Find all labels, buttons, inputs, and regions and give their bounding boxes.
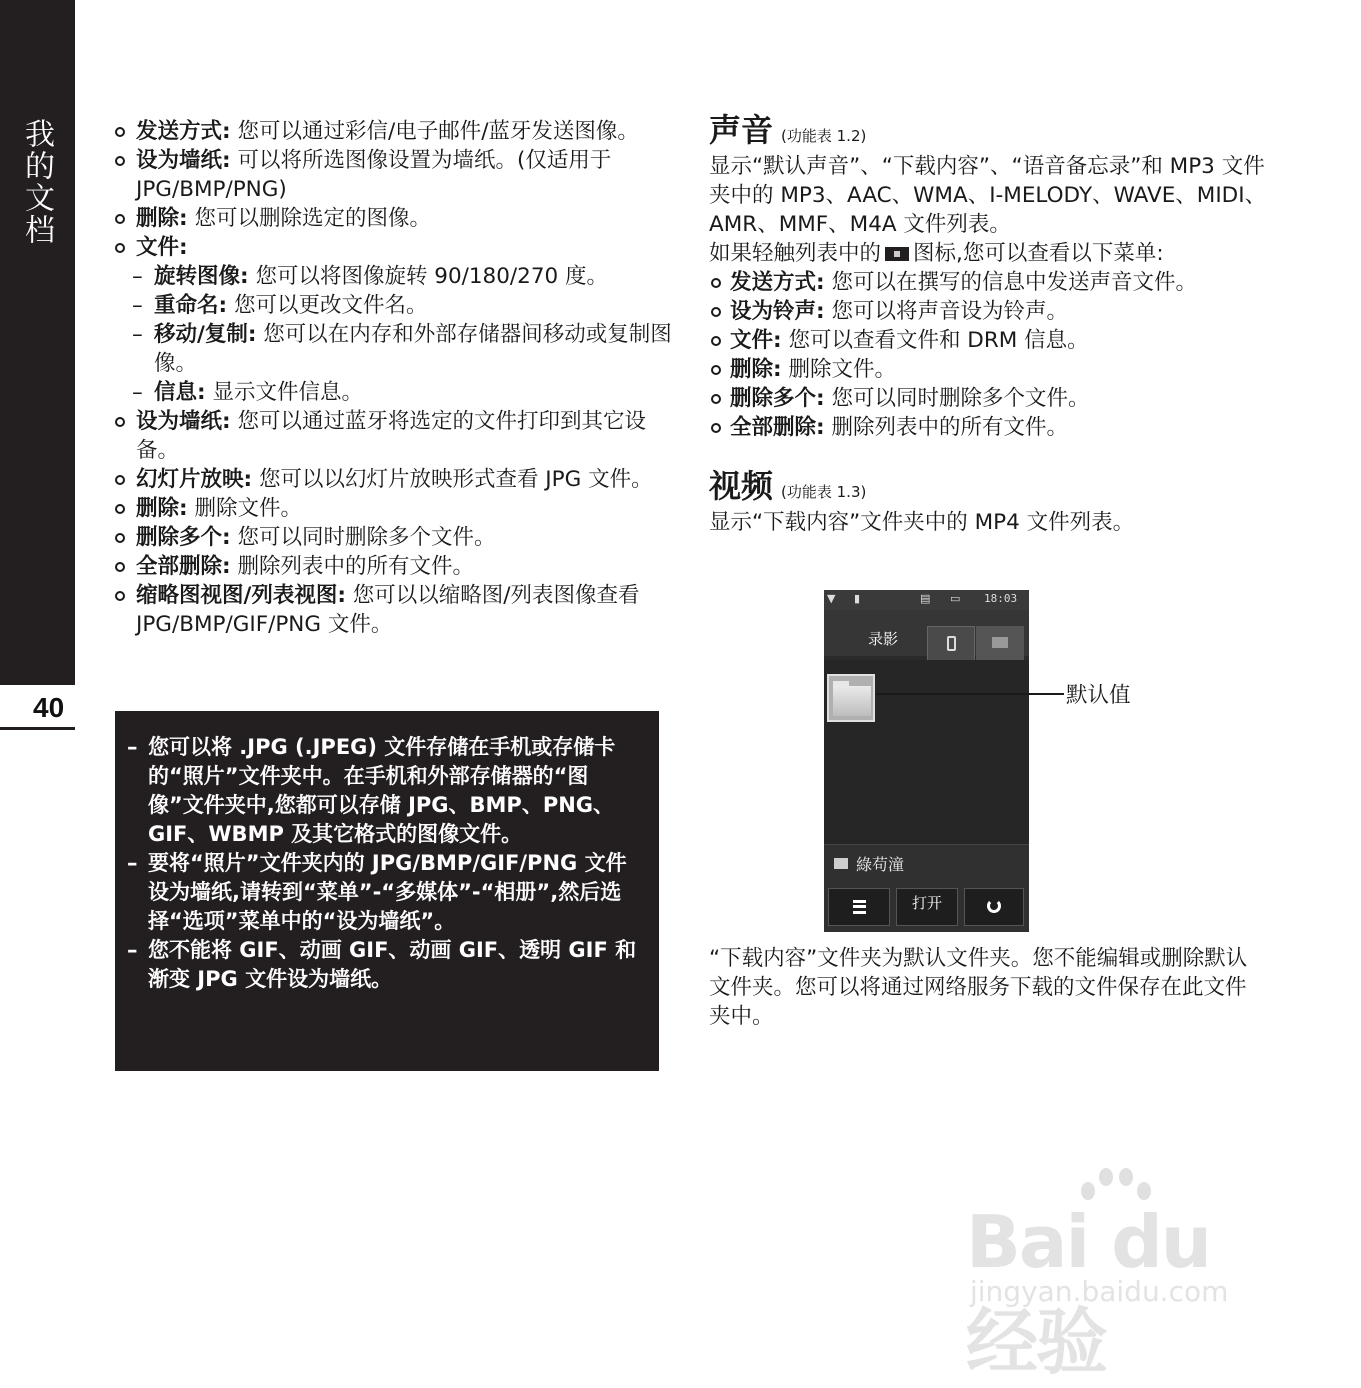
list-item: 缩略图视图/列表视图: 您可以以缩略图/列表图像查看 JPG/BMP/GIF/PNG 文件。 bbox=[112, 581, 672, 639]
back-softkey-button[interactable] bbox=[964, 888, 1024, 926]
memory-card-icon bbox=[992, 637, 1008, 648]
list-item: 设为铃声: 您可以将声音设为铃声。 bbox=[709, 297, 1269, 326]
phone-icon bbox=[947, 636, 956, 651]
list-item: 删除多个: 您可以同时删除多个文件。 bbox=[112, 523, 672, 552]
battery-icon: ▭ bbox=[950, 592, 961, 605]
list-item: 全部删除: 删除列表中的所有文件。 bbox=[112, 552, 672, 581]
tab-video-label[interactable]: 录影 bbox=[868, 630, 899, 648]
menu-icon bbox=[853, 900, 866, 914]
list-item: 发送方式: 您可以在撰写的信息中发送声音文件。 bbox=[709, 268, 1269, 297]
note-item: – 要将“照片”文件夹内的 JPG/BMP/GIF/PNG 文件设为墙纸,请转到“菜单”-“多媒体”-“相册”,然后选择“选项”菜单中的“设为墙纸”。 bbox=[127, 849, 643, 936]
phone-screenshot bbox=[824, 590, 1029, 932]
callout-line bbox=[876, 693, 1064, 695]
left-column bbox=[112, 117, 672, 639]
sound-description: 显示“默认声音”、“下载内容”、“语音备忘录”和 MP3 文件夹中的 MP3、AAC、WMA、I-MELODY、WAVE、MIDI、AMR、MMF、M4A 文件列表。 bbox=[709, 154, 1267, 237]
list-item: 删除多个: 您可以同时删除多个文件。 bbox=[709, 384, 1269, 413]
chapter-side-tab bbox=[0, 0, 75, 685]
list-item: 文件: 您可以查看文件和 DRM 信息。 bbox=[709, 326, 1269, 355]
status-bar bbox=[824, 590, 1029, 610]
list-item: 文件: bbox=[112, 233, 672, 262]
callout-default-label: 默认值 bbox=[1066, 683, 1131, 708]
sub-list-item: – 移动/复制: 您可以在内存和外部存储器间移动或复制图像。 bbox=[112, 320, 672, 378]
list-item: 删除: 删除文件。 bbox=[709, 355, 1269, 384]
sub-list-item: – 旋转图像: 您可以将图像旋转 90/180/270 度。 bbox=[112, 262, 672, 291]
baidu-watermark bbox=[966, 1160, 1286, 1384]
list-item: 幻灯片放映: 您可以以幻灯片放映形式查看 JPG 文件。 bbox=[112, 465, 672, 494]
current-folder-name: 綠苟潼 bbox=[856, 855, 905, 874]
signal-icon: ▼ bbox=[827, 592, 836, 605]
chapter-title: 我的文档 bbox=[19, 118, 54, 246]
page-number: 40 bbox=[33, 692, 65, 723]
list-item: 删除: 删除文件。 bbox=[112, 494, 672, 523]
tab-phone-memory[interactable] bbox=[927, 626, 975, 660]
note-item: – 您不能将 GIF、动画 GIF、动画 GIF、透明 GIF 和渐变 JPG 文件设为墙纸。 bbox=[127, 936, 643, 994]
back-icon bbox=[987, 899, 1001, 913]
video-description: 显示“下载内容”文件夹中的 MP4 文件列表。 bbox=[709, 510, 1135, 535]
note-item: – 您可以将 .JPG (.JPEG) 文件存储在手机或存储卡的“照片”文件夹中。在手机和外部存储器的“图像”文件夹中,您都可以存储 JPG、BMP、PNG、GIF、WBMP 及其它格式的图像文件。 bbox=[127, 733, 643, 849]
page-number-rule bbox=[0, 727, 75, 730]
sub-list-item: – 信息: 显示文件信息。 bbox=[112, 378, 672, 407]
list-item: 发送方式: 您可以通过彩信/电子邮件/蓝牙发送图像。 bbox=[112, 117, 672, 146]
video-title: 视频 bbox=[709, 467, 774, 505]
video-menu-ref: (功能表 1.3) bbox=[781, 483, 867, 501]
sim-icon: ▮ bbox=[854, 592, 861, 605]
default-folder-icon[interactable] bbox=[827, 674, 875, 722]
sub-list-item: – 重命名: 您可以更改文件名。 bbox=[112, 291, 672, 320]
options-icon bbox=[885, 247, 909, 261]
open-softkey-button[interactable]: 打开 bbox=[896, 888, 958, 926]
tab-memory-card[interactable] bbox=[976, 626, 1024, 660]
sound-heading bbox=[709, 108, 1269, 152]
watermark-url: jingyan.baidu.com bbox=[970, 1275, 1229, 1308]
watermark-brand: Bai du 经验 bbox=[966, 1200, 1211, 1384]
sound-title: 声音 bbox=[709, 111, 774, 149]
right-column bbox=[709, 108, 1269, 537]
video-heading bbox=[709, 464, 1269, 508]
folder-icon bbox=[834, 858, 848, 869]
default-folder-note: “下载内容”文件夹为默认文件夹。您不能编辑或删除默认文件夹。您可以将通过网络服务下载的文件保存在此文件夹中。 bbox=[709, 946, 1248, 1029]
sound-menu-ref: (功能表 1.2) bbox=[781, 127, 867, 145]
list-item: 全部删除: 删除列表中的所有文件。 bbox=[709, 413, 1269, 442]
menu-softkey-button[interactable] bbox=[828, 888, 890, 926]
status-time: 18:03 bbox=[984, 592, 1018, 605]
list-item: 删除: 您可以删除选定的图像。 bbox=[112, 204, 672, 233]
message-icon: ▤ bbox=[920, 592, 931, 605]
list-item: 设为墙纸: 可以将所选图像设置为墙纸。(仅适用于 JPG/BMP/PNG) bbox=[112, 146, 672, 204]
list-item: 设为墙纸: 您可以通过蓝牙将选定的文件打印到其它设备。 bbox=[112, 407, 672, 465]
note-box bbox=[115, 711, 659, 1071]
sound-icon-hint: 如果轻触列表中的 图标,您可以查看以下菜单: bbox=[709, 241, 1164, 266]
